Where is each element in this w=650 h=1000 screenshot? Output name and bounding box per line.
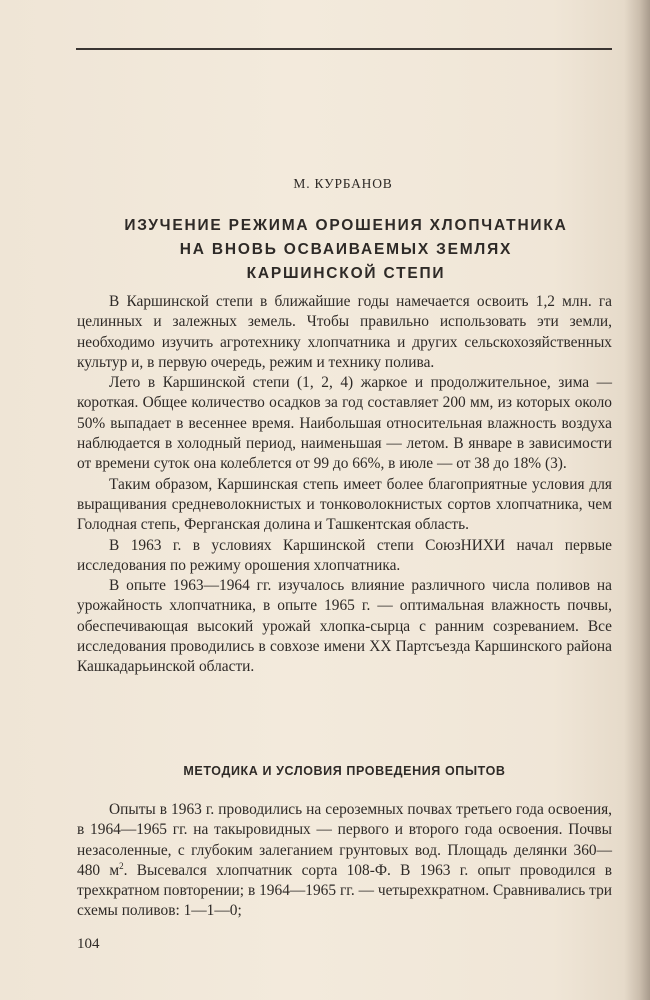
title-line-1: ИЗУЧЕНИЕ РЕЖИМА ОРОШЕНИЯ ХЛОПЧАТНИКА [124, 217, 568, 234]
paragraph-3: Таким образом, Каршинская степь имеет более благоприятные условия для выращивания средневолокнистых и тонковолокнистых сортов хлопчатника, чем Голодная степь, Ферганская долина и Ташкентская область. [77, 475, 612, 534]
methods-text-part-1: Опыты в 1963 г. проводились на сероземных почвах третьего года освоения, в 1964—1965 гг. на такыровидных — первого и второго года освоения. Почвы незасоленные, с глубоким залеганием грунтовых вод. Площадь делянки 360—480 м [77, 801, 612, 879]
page-number: 104 [77, 936, 100, 952]
intro-text [77, 292, 612, 678]
paragraph-5: В опыте 1963—1964 гг. изучалось влияние различного числа поливов на урожайность хлопчатника, в опыте 1965 г. — оптимальная влажность почвы, обеспечивающая высокий урожай хлопка-сырца с ранним созреванием. Все исследования проводились в совхозе имени XX Партсъезда Каршинского района Кашкадарьинской области. [77, 577, 612, 676]
title-line-3: КАРШИНСКОЙ СТЕПИ [246, 265, 446, 282]
paragraph-2: Лето в Каршинской степи (1, 2, 4) жаркое и продолжительное, зима — короткая. Общее количество осадков за год составляет 200 мм, из которых около 50% выпадает в весеннее время. Наибольшая относительная влажность воздуха наблюдается в холодный период, наименьшая — летом. В январе в зависимости от времени суток она колеблется от 99 до 66%, в июле — от 38 до 18% (3). [77, 374, 612, 473]
paragraph-1: В Каршинской степи в ближайшие годы намечается освоить 1,2 млн. га целинных и залежных земель. Чтобы правильно использовать эти земли, необходимо изучить агротехнику хлопчатника и других сельскохозяйственных культур и, в первую очередь, режим и технику полива. [77, 293, 612, 371]
author-name: М. КУРБАНОВ [293, 176, 393, 191]
section-heading: МЕТОДИКА И УСЛОВИЯ ПРОВЕДЕНИЯ ОПЫТОВ [183, 764, 506, 778]
spine-shadow [624, 0, 650, 1000]
area-unit-superscript: 2 [119, 860, 124, 871]
methods-text-part-2: . Высевался хлопчатник сорта 108-Ф. В 1963 г. опыт проводился в трехкратном повторении; в 1964—1965 гг. — четырехкратном. Сравнивались три схемы поливов: 1—1—0; [77, 861, 612, 920]
paragraph-4: В 1963 г. в условиях Каршинской степи СоюзНИХИ начал первые исследования по режиму орошения хлопчатника. [77, 536, 612, 574]
title-line-2: НА ВНОВЬ ОСВАИВАЕМЫХ ЗЕМЛЯХ [179, 241, 513, 258]
methods-paragraph [77, 800, 612, 922]
top-rule [76, 48, 612, 50]
article-title [84, 214, 608, 286]
methods-text [77, 800, 612, 922]
